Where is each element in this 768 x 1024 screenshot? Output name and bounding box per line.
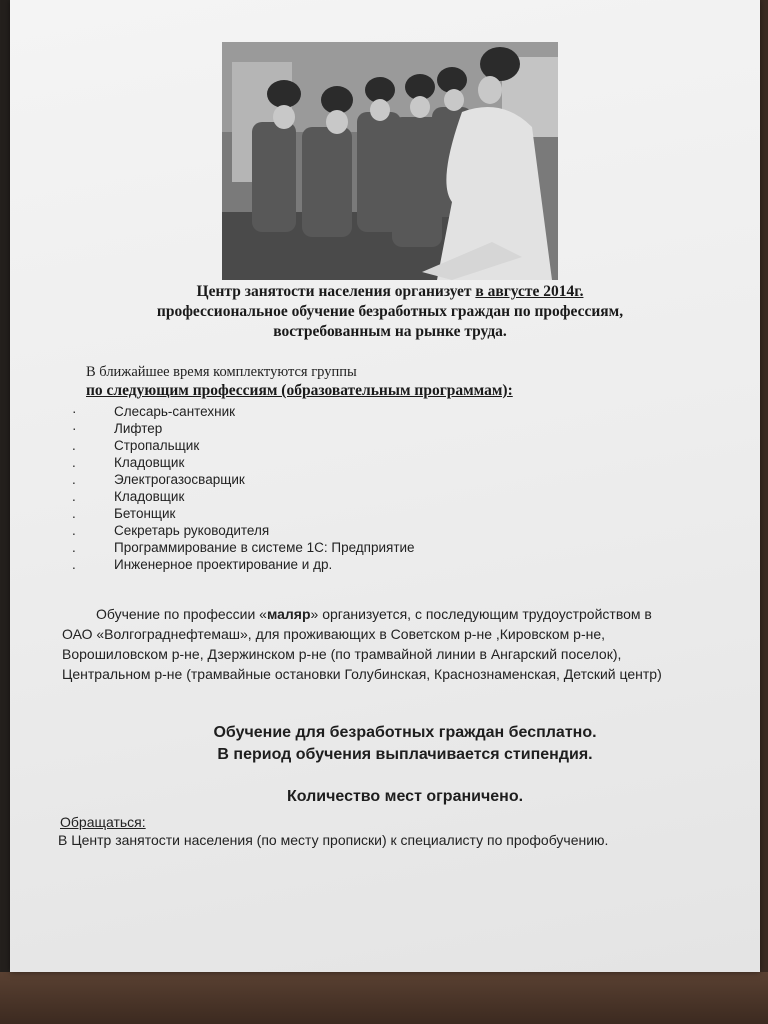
- welding-class-photo: [222, 42, 558, 280]
- notice-line1: Обучение для безработных граждан бесплатно.: [213, 724, 597, 741]
- headline-line2: профессиональное обучение безработных граждан по профессиям,: [156, 303, 624, 320]
- contact-text: В Центр занятости населения (по месту прописки) к специалисту по профобучению.: [58, 832, 609, 848]
- paragraph-bold: маляр: [266, 606, 311, 622]
- headline: [80, 282, 700, 342]
- headline-date: в августе 2014г.: [475, 283, 584, 300]
- paragraph-text: Обучение по профессии «: [96, 606, 267, 622]
- notice-line2: В период обучения выплачивается стипендия.: [217, 746, 593, 763]
- headline-line3: востребованным на рынке труда.: [273, 323, 507, 340]
- paragraph-line: Центральном р-не (трамвайные остановки Голубинская, Краснознаменская, Детский центр): [62, 666, 662, 682]
- groups-intro-underlined: по следующим профессиям (образовательным программам):: [86, 382, 513, 399]
- limited-places: Количество мест ограничено.: [286, 788, 524, 805]
- groups-intro: В ближайшее время комплектуются группы: [86, 364, 357, 380]
- frame-bottom: [0, 972, 768, 1024]
- free-training-notice: [120, 722, 690, 766]
- paragraph-line: ОАО «Волгограднефтемаш», для проживающих в Советском р-не ,Кировском р-не,: [62, 626, 606, 642]
- contact-heading: Обращаться:: [60, 814, 146, 830]
- paragraph-text: » организуется, с последующим трудоустройством в: [310, 606, 652, 622]
- paragraph-line: Ворошиловском р-не, Дзержинском р-не (по трамвайной линии в Ангарский поселок),: [62, 646, 622, 662]
- painter-paragraph: [62, 604, 722, 684]
- headline-line1: Центр занятости населения организует: [196, 283, 476, 300]
